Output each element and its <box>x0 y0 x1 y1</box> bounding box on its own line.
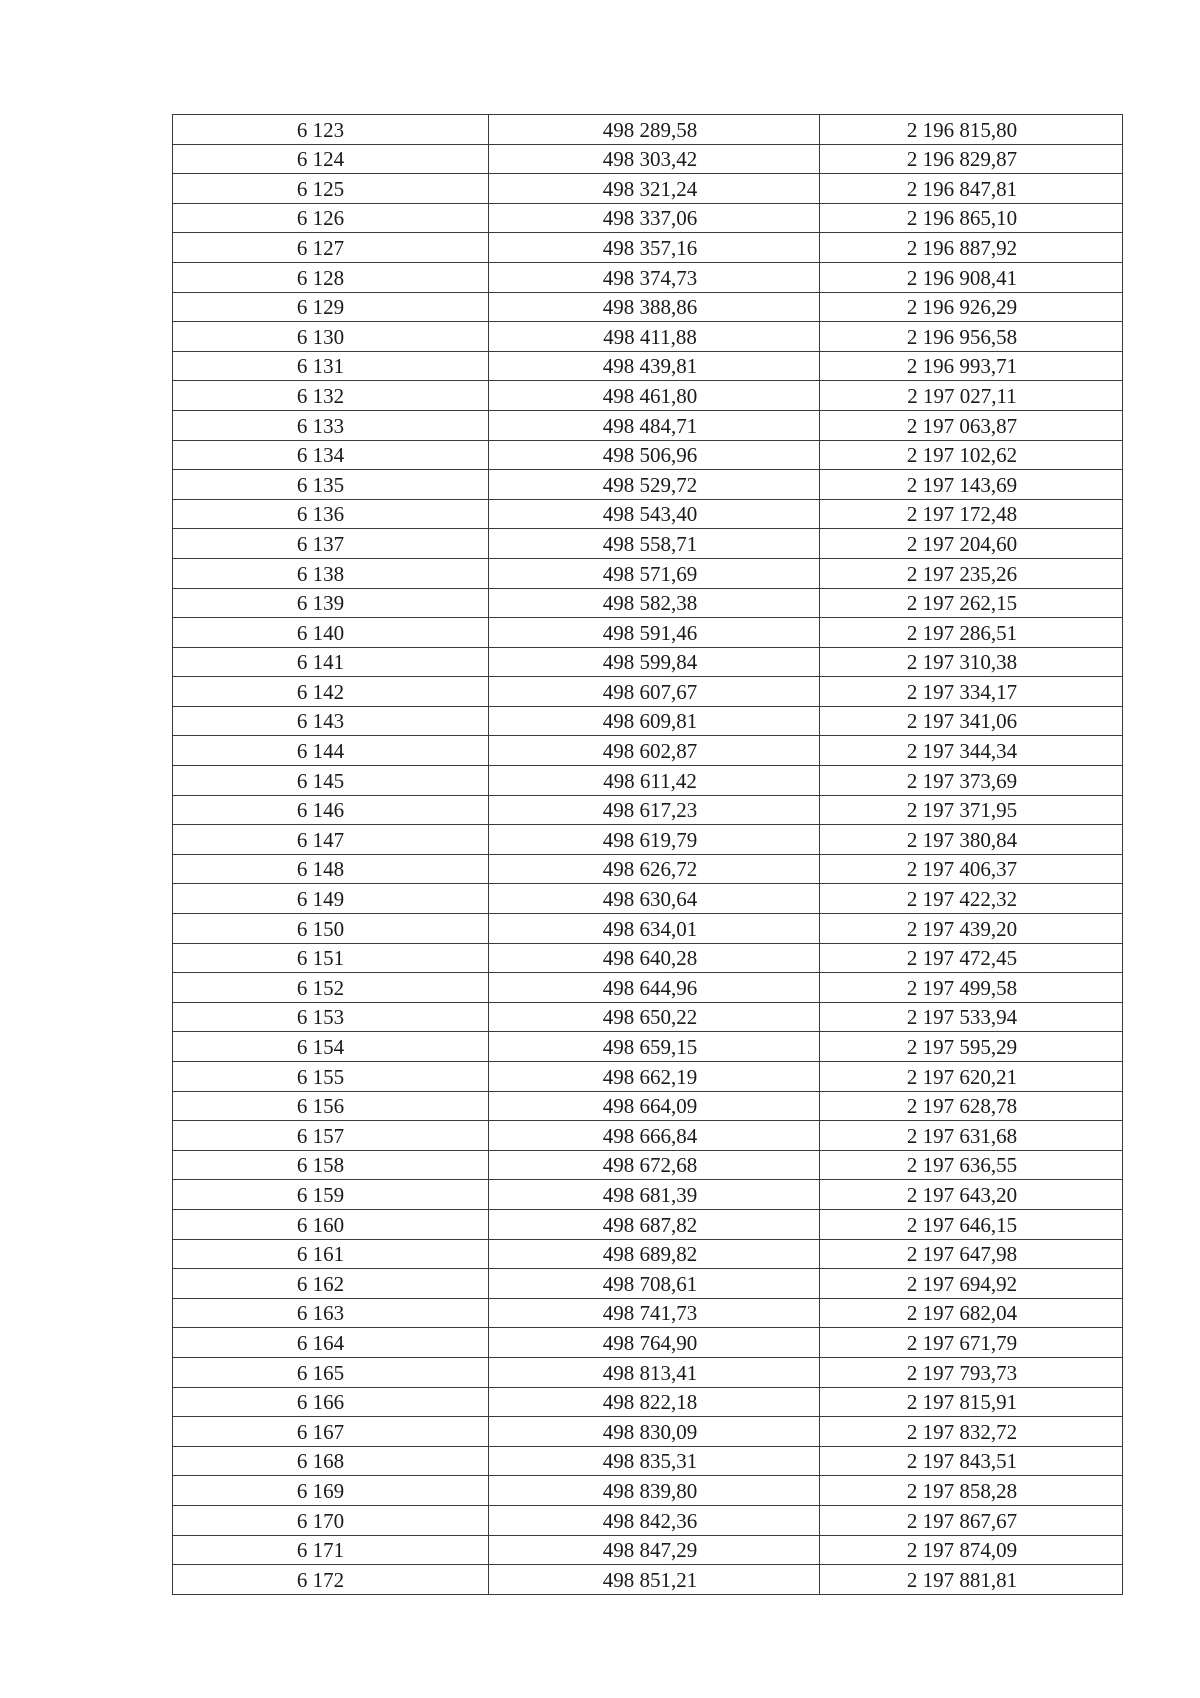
table-row <box>173 1565 1123 1595</box>
y-coordinate-cell: 2 197 204,60 <box>820 529 1123 559</box>
point-number-cell: 6 157 <box>173 1121 489 1151</box>
point-number-cell: 6 165 <box>173 1357 489 1387</box>
table-row <box>173 174 1123 204</box>
point-number-cell: 6 130 <box>173 322 489 352</box>
x-coordinate-cell: 498 529,72 <box>489 470 820 500</box>
y-coordinate-cell: 2 196 815,80 <box>820 115 1123 145</box>
x-coordinate-cell: 498 634,01 <box>489 914 820 944</box>
point-number-cell: 6 135 <box>173 470 489 500</box>
x-coordinate-cell: 498 847,29 <box>489 1535 820 1565</box>
point-number-cell: 6 171 <box>173 1535 489 1565</box>
x-coordinate-cell: 498 582,38 <box>489 588 820 618</box>
point-number-cell: 6 152 <box>173 973 489 1003</box>
table-row <box>173 233 1123 263</box>
point-number-cell: 6 149 <box>173 884 489 914</box>
y-coordinate-cell: 2 197 102,62 <box>820 440 1123 470</box>
point-number-cell: 6 156 <box>173 1091 489 1121</box>
table-row <box>173 1239 1123 1269</box>
table-row <box>173 1328 1123 1358</box>
point-number-cell: 6 142 <box>173 677 489 707</box>
x-coordinate-cell: 498 388,86 <box>489 292 820 322</box>
table-row <box>173 322 1123 352</box>
table-row <box>173 470 1123 500</box>
x-coordinate-cell: 498 602,87 <box>489 736 820 766</box>
point-number-cell: 6 141 <box>173 647 489 677</box>
y-coordinate-cell: 2 197 262,15 <box>820 588 1123 618</box>
x-coordinate-cell: 498 666,84 <box>489 1121 820 1151</box>
y-coordinate-cell: 2 196 993,71 <box>820 351 1123 381</box>
table-row <box>173 203 1123 233</box>
x-coordinate-cell: 498 626,72 <box>489 854 820 884</box>
table-row <box>173 1180 1123 1210</box>
point-number-cell: 6 134 <box>173 440 489 470</box>
table-row <box>173 440 1123 470</box>
table-row <box>173 381 1123 411</box>
point-number-cell: 6 125 <box>173 174 489 204</box>
table-row <box>173 1269 1123 1299</box>
point-number-cell: 6 144 <box>173 736 489 766</box>
x-coordinate-cell: 498 543,40 <box>489 499 820 529</box>
point-number-cell: 6 150 <box>173 914 489 944</box>
point-number-cell: 6 172 <box>173 1565 489 1595</box>
table-row <box>173 1476 1123 1506</box>
y-coordinate-cell: 2 197 172,48 <box>820 499 1123 529</box>
table-row <box>173 1062 1123 1092</box>
y-coordinate-cell: 2 197 371,95 <box>820 795 1123 825</box>
table-row <box>173 292 1123 322</box>
table-row <box>173 647 1123 677</box>
point-number-cell: 6 170 <box>173 1505 489 1535</box>
point-number-cell: 6 168 <box>173 1446 489 1476</box>
point-number-cell: 6 131 <box>173 351 489 381</box>
y-coordinate-cell: 2 197 682,04 <box>820 1298 1123 1328</box>
x-coordinate-cell: 498 835,31 <box>489 1446 820 1476</box>
table-row <box>173 914 1123 944</box>
x-coordinate-cell: 498 611,42 <box>489 766 820 796</box>
x-coordinate-cell: 498 337,06 <box>489 203 820 233</box>
x-coordinate-cell: 498 659,15 <box>489 1032 820 1062</box>
x-coordinate-cell: 498 741,73 <box>489 1298 820 1328</box>
table-row <box>173 115 1123 145</box>
table-row <box>173 884 1123 914</box>
y-coordinate-cell: 2 197 499,58 <box>820 973 1123 1003</box>
x-coordinate-cell: 498 609,81 <box>489 706 820 736</box>
y-coordinate-cell: 2 197 694,92 <box>820 1269 1123 1299</box>
x-coordinate-cell: 498 687,82 <box>489 1209 820 1239</box>
x-coordinate-cell: 498 591,46 <box>489 618 820 648</box>
y-coordinate-cell: 2 196 865,10 <box>820 203 1123 233</box>
point-number-cell: 6 155 <box>173 1062 489 1092</box>
x-coordinate-cell: 498 558,71 <box>489 529 820 559</box>
table-row <box>173 1535 1123 1565</box>
point-number-cell: 6 123 <box>173 115 489 145</box>
x-coordinate-cell: 498 813,41 <box>489 1357 820 1387</box>
x-coordinate-cell: 498 822,18 <box>489 1387 820 1417</box>
y-coordinate-cell: 2 197 595,29 <box>820 1032 1123 1062</box>
point-number-cell: 6 158 <box>173 1150 489 1180</box>
table-row <box>173 973 1123 1003</box>
point-number-cell: 6 154 <box>173 1032 489 1062</box>
x-coordinate-cell: 498 630,64 <box>489 884 820 914</box>
table-row <box>173 262 1123 292</box>
point-number-cell: 6 145 <box>173 766 489 796</box>
y-coordinate-cell: 2 197 631,68 <box>820 1121 1123 1151</box>
table-row <box>173 1357 1123 1387</box>
y-coordinate-cell: 2 197 643,20 <box>820 1180 1123 1210</box>
y-coordinate-cell: 2 197 439,20 <box>820 914 1123 944</box>
x-coordinate-cell: 498 681,39 <box>489 1180 820 1210</box>
x-coordinate-cell: 498 289,58 <box>489 115 820 145</box>
point-number-cell: 6 129 <box>173 292 489 322</box>
table-row <box>173 499 1123 529</box>
table-row <box>173 410 1123 440</box>
x-coordinate-cell: 498 484,71 <box>489 410 820 440</box>
x-coordinate-cell: 498 439,81 <box>489 351 820 381</box>
x-coordinate-cell: 498 357,16 <box>489 233 820 263</box>
table-row <box>173 588 1123 618</box>
point-number-cell: 6 132 <box>173 381 489 411</box>
table-row <box>173 1002 1123 1032</box>
point-number-cell: 6 148 <box>173 854 489 884</box>
point-number-cell: 6 146 <box>173 795 489 825</box>
point-number-cell: 6 138 <box>173 558 489 588</box>
point-number-cell: 6 147 <box>173 825 489 855</box>
point-number-cell: 6 124 <box>173 144 489 174</box>
y-coordinate-cell: 2 197 832,72 <box>820 1417 1123 1447</box>
x-coordinate-cell: 498 374,73 <box>489 262 820 292</box>
y-coordinate-cell: 2 196 829,87 <box>820 144 1123 174</box>
y-coordinate-cell: 2 196 887,92 <box>820 233 1123 263</box>
x-coordinate-cell: 498 764,90 <box>489 1328 820 1358</box>
table-row <box>173 795 1123 825</box>
point-number-cell: 6 161 <box>173 1239 489 1269</box>
y-coordinate-cell: 2 197 671,79 <box>820 1328 1123 1358</box>
x-coordinate-cell: 498 650,22 <box>489 1002 820 1032</box>
table-row <box>173 766 1123 796</box>
x-coordinate-cell: 498 672,68 <box>489 1150 820 1180</box>
y-coordinate-cell: 2 197 334,17 <box>820 677 1123 707</box>
coordinate-table-body <box>173 115 1123 1595</box>
y-coordinate-cell: 2 197 143,69 <box>820 470 1123 500</box>
y-coordinate-cell: 2 197 858,28 <box>820 1476 1123 1506</box>
point-number-cell: 6 137 <box>173 529 489 559</box>
point-number-cell: 6 162 <box>173 1269 489 1299</box>
table-row <box>173 1387 1123 1417</box>
table-row <box>173 1298 1123 1328</box>
point-number-cell: 6 169 <box>173 1476 489 1506</box>
y-coordinate-cell: 2 197 843,51 <box>820 1446 1123 1476</box>
x-coordinate-cell: 498 321,24 <box>489 174 820 204</box>
y-coordinate-cell: 2 197 815,91 <box>820 1387 1123 1417</box>
table-row <box>173 1417 1123 1447</box>
table-row <box>173 1446 1123 1476</box>
y-coordinate-cell: 2 196 926,29 <box>820 292 1123 322</box>
y-coordinate-cell: 2 197 235,26 <box>820 558 1123 588</box>
point-number-cell: 6 136 <box>173 499 489 529</box>
y-coordinate-cell: 2 197 881,81 <box>820 1565 1123 1595</box>
x-coordinate-cell: 498 664,09 <box>489 1091 820 1121</box>
table-row <box>173 736 1123 766</box>
table-row <box>173 529 1123 559</box>
x-coordinate-cell: 498 842,36 <box>489 1505 820 1535</box>
x-coordinate-cell: 498 689,82 <box>489 1239 820 1269</box>
y-coordinate-cell: 2 196 908,41 <box>820 262 1123 292</box>
coordinate-table <box>172 114 1123 1595</box>
x-coordinate-cell: 498 640,28 <box>489 943 820 973</box>
table-row <box>173 1209 1123 1239</box>
table-row <box>173 854 1123 884</box>
x-coordinate-cell: 498 599,84 <box>489 647 820 677</box>
point-number-cell: 6 166 <box>173 1387 489 1417</box>
table-row <box>173 677 1123 707</box>
point-number-cell: 6 133 <box>173 410 489 440</box>
y-coordinate-cell: 2 197 406,37 <box>820 854 1123 884</box>
point-number-cell: 6 126 <box>173 203 489 233</box>
y-coordinate-cell: 2 197 620,21 <box>820 1062 1123 1092</box>
y-coordinate-cell: 2 197 647,98 <box>820 1239 1123 1269</box>
table-row <box>173 351 1123 381</box>
x-coordinate-cell: 498 851,21 <box>489 1565 820 1595</box>
point-number-cell: 6 140 <box>173 618 489 648</box>
x-coordinate-cell: 498 619,79 <box>489 825 820 855</box>
point-number-cell: 6 167 <box>173 1417 489 1447</box>
y-coordinate-cell: 2 197 636,55 <box>820 1150 1123 1180</box>
x-coordinate-cell: 498 411,88 <box>489 322 820 352</box>
point-number-cell: 6 163 <box>173 1298 489 1328</box>
y-coordinate-cell: 2 196 847,81 <box>820 174 1123 204</box>
table-row <box>173 943 1123 973</box>
y-coordinate-cell: 2 197 310,38 <box>820 647 1123 677</box>
y-coordinate-cell: 2 197 422,32 <box>820 884 1123 914</box>
point-number-cell: 6 159 <box>173 1180 489 1210</box>
table-row <box>173 144 1123 174</box>
y-coordinate-cell: 2 197 063,87 <box>820 410 1123 440</box>
x-coordinate-cell: 498 571,69 <box>489 558 820 588</box>
x-coordinate-cell: 498 830,09 <box>489 1417 820 1447</box>
table-row <box>173 706 1123 736</box>
y-coordinate-cell: 2 197 380,84 <box>820 825 1123 855</box>
point-number-cell: 6 164 <box>173 1328 489 1358</box>
y-coordinate-cell: 2 196 956,58 <box>820 322 1123 352</box>
table-row <box>173 618 1123 648</box>
point-number-cell: 6 128 <box>173 262 489 292</box>
x-coordinate-cell: 498 662,19 <box>489 1062 820 1092</box>
x-coordinate-cell: 498 839,80 <box>489 1476 820 1506</box>
x-coordinate-cell: 498 708,61 <box>489 1269 820 1299</box>
y-coordinate-cell: 2 197 874,09 <box>820 1535 1123 1565</box>
table-row <box>173 1505 1123 1535</box>
y-coordinate-cell: 2 197 793,73 <box>820 1357 1123 1387</box>
x-coordinate-cell: 498 506,96 <box>489 440 820 470</box>
table-row <box>173 1150 1123 1180</box>
x-coordinate-cell: 498 644,96 <box>489 973 820 1003</box>
y-coordinate-cell: 2 197 646,15 <box>820 1209 1123 1239</box>
y-coordinate-cell: 2 197 344,34 <box>820 736 1123 766</box>
table-row <box>173 558 1123 588</box>
point-number-cell: 6 160 <box>173 1209 489 1239</box>
y-coordinate-cell: 2 197 867,67 <box>820 1505 1123 1535</box>
y-coordinate-cell: 2 197 373,69 <box>820 766 1123 796</box>
y-coordinate-cell: 2 197 628,78 <box>820 1091 1123 1121</box>
x-coordinate-cell: 498 303,42 <box>489 144 820 174</box>
y-coordinate-cell: 2 197 286,51 <box>820 618 1123 648</box>
point-number-cell: 6 153 <box>173 1002 489 1032</box>
y-coordinate-cell: 2 197 341,06 <box>820 706 1123 736</box>
x-coordinate-cell: 498 461,80 <box>489 381 820 411</box>
point-number-cell: 6 139 <box>173 588 489 618</box>
table-row <box>173 1121 1123 1151</box>
table-row <box>173 1091 1123 1121</box>
x-coordinate-cell: 498 617,23 <box>489 795 820 825</box>
x-coordinate-cell: 498 607,67 <box>489 677 820 707</box>
point-number-cell: 6 151 <box>173 943 489 973</box>
table-row <box>173 825 1123 855</box>
y-coordinate-cell: 2 197 027,11 <box>820 381 1123 411</box>
y-coordinate-cell: 2 197 472,45 <box>820 943 1123 973</box>
point-number-cell: 6 143 <box>173 706 489 736</box>
point-number-cell: 6 127 <box>173 233 489 263</box>
table-row <box>173 1032 1123 1062</box>
y-coordinate-cell: 2 197 533,94 <box>820 1002 1123 1032</box>
